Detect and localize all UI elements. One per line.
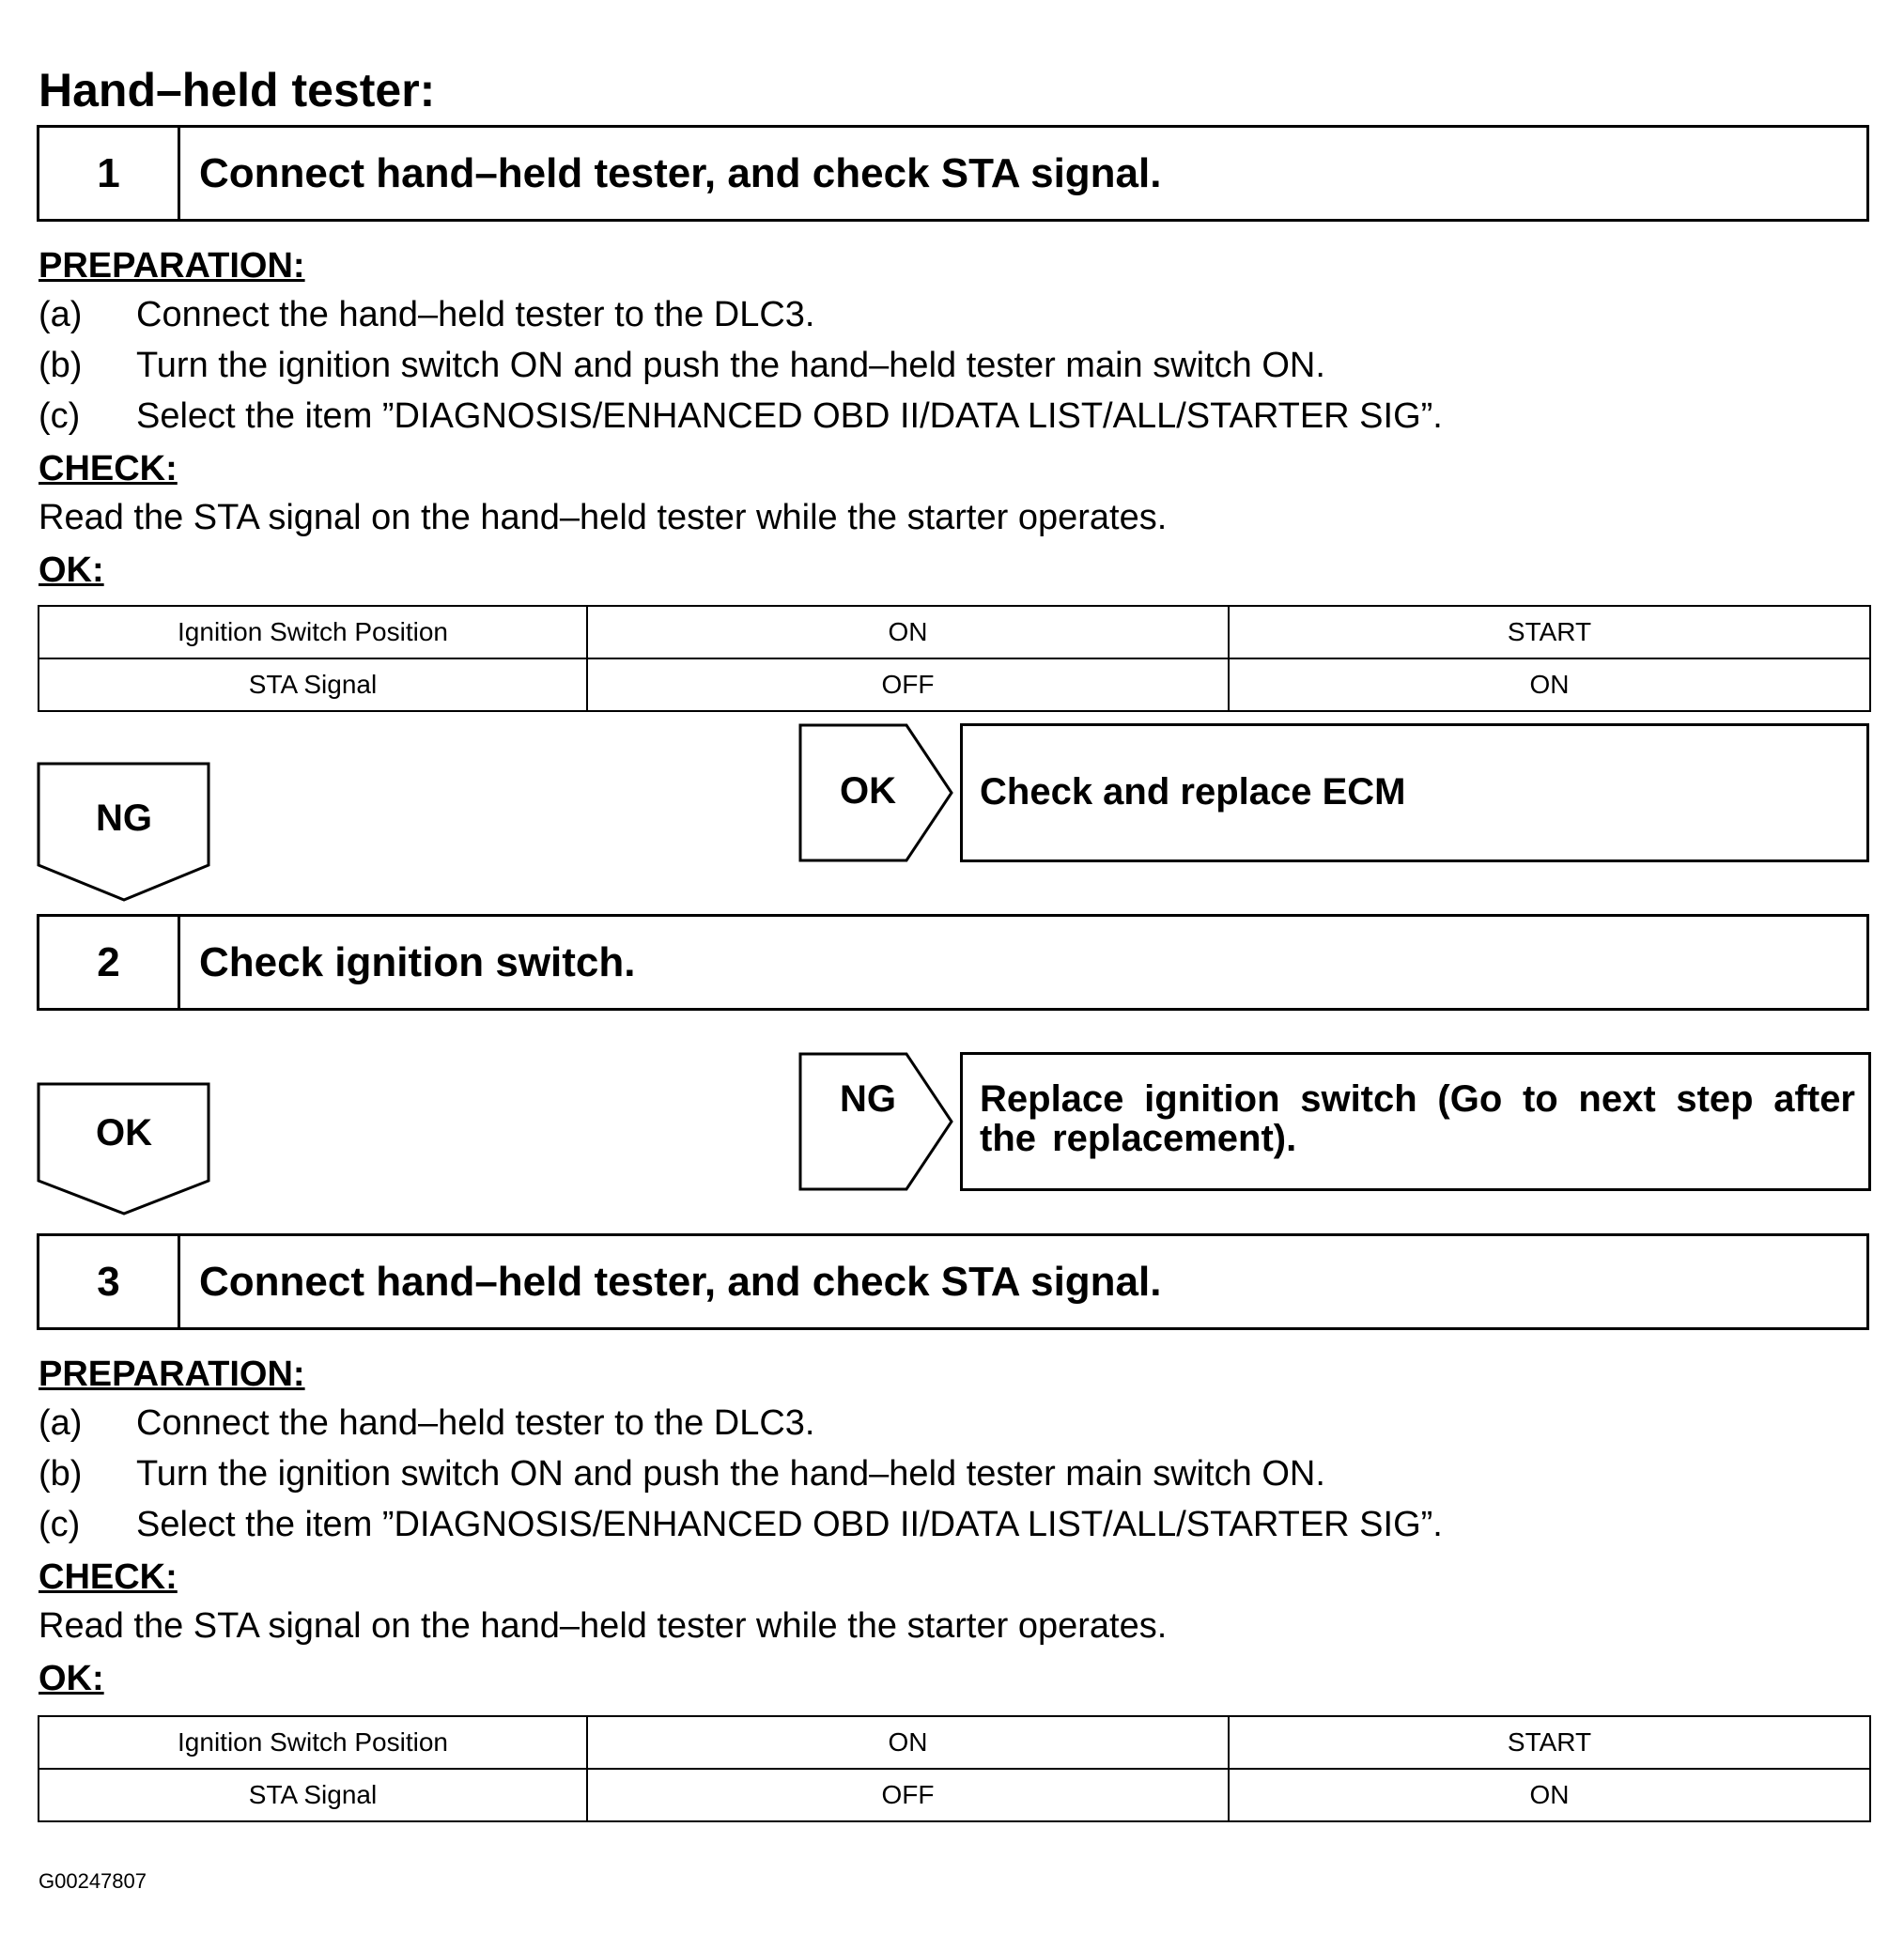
prep-3-c-label: (c) xyxy=(39,1505,81,1544)
step-2-number: 2 xyxy=(39,917,180,1008)
check-text-3: Read the STA signal on the hand–held tester while the starter operates. xyxy=(39,1606,1168,1646)
table-row xyxy=(39,1716,1870,1769)
table-cell: Ignition Switch Position xyxy=(39,606,587,658)
flow-1-down-arrow xyxy=(37,762,211,903)
step-3-number: 3 xyxy=(39,1236,180,1327)
preparation-heading-3: PREPARATION: xyxy=(39,1355,305,1394)
prep-3-b-label: (b) xyxy=(39,1454,83,1494)
table-cell: STA Signal xyxy=(39,1769,587,1821)
ok-table-3 xyxy=(38,1715,1871,1822)
flow-2-right-label: NG xyxy=(840,1078,896,1120)
ok-heading-1: OK: xyxy=(39,550,104,590)
flow-1-right-arrow xyxy=(798,723,953,862)
prep-1-a-text: Connect the hand–held tester to the DLC3. xyxy=(136,295,815,334)
check-heading-3: CHECK: xyxy=(39,1557,178,1597)
flow-2-result-box xyxy=(960,1052,1871,1191)
prep-3-c-text: Select the item ”DIAGNOSIS/ENHANCED OBD II/DATA LIST/ALL/STARTER SIG”. xyxy=(136,1505,1443,1544)
flow-1-down-label: NG xyxy=(96,797,152,839)
flow-2-result-text: Replace ignition switch (Go to next step after the replacement). xyxy=(980,1078,1855,1159)
table-row xyxy=(39,1769,1870,1821)
table-cell: START xyxy=(1229,1716,1870,1769)
flow-1-result-text: Check and replace ECM xyxy=(980,771,1406,813)
table-cell: ON xyxy=(587,606,1229,658)
table-cell: ON xyxy=(1229,1769,1870,1821)
flow-2-down-label: OK xyxy=(96,1112,152,1154)
step-3-title: Connect hand–held tester, and check STA signal. xyxy=(199,1258,1162,1305)
preparation-heading-1: PREPARATION: xyxy=(39,246,305,286)
step-2-box xyxy=(37,914,1869,1011)
right-pentagon-shape xyxy=(798,1052,953,1191)
check-text-1: Read the STA signal on the hand–held tester while the starter operates. xyxy=(39,498,1168,537)
prep-3-a-label: (a) xyxy=(39,1403,83,1443)
prep-1-c-label: (c) xyxy=(39,396,81,436)
table-row xyxy=(39,606,1870,658)
table-cell: OFF xyxy=(587,658,1229,711)
table-row xyxy=(39,658,1870,711)
prep-1-b-label: (b) xyxy=(39,346,83,385)
ok-table-1 xyxy=(38,605,1871,712)
prep-1-c-text: Select the item ”DIAGNOSIS/ENHANCED OBD II/DATA LIST/ALL/STARTER SIG”. xyxy=(136,396,1443,436)
prep-1-b-text: Turn the ignition switch ON and push the hand–held tester main switch ON. xyxy=(136,346,1325,385)
flow-2-right-arrow xyxy=(798,1052,953,1191)
prep-3-b-text: Turn the ignition switch ON and push the hand–held tester main switch ON. xyxy=(136,1454,1325,1494)
table-cell: START xyxy=(1229,606,1870,658)
page-title: Hand–held tester: xyxy=(39,64,436,116)
table-cell: ON xyxy=(587,1716,1229,1769)
table-cell: Ignition Switch Position xyxy=(39,1716,587,1769)
ok-heading-3: OK: xyxy=(39,1659,104,1698)
step-3-box xyxy=(37,1233,1869,1330)
flow-1-right-label: OK xyxy=(840,770,896,812)
table-cell: STA Signal xyxy=(39,658,587,711)
prep-3-a-text: Connect the hand–held tester to the DLC3. xyxy=(136,1403,815,1443)
step-1-number: 1 xyxy=(39,128,180,219)
check-heading-1: CHECK: xyxy=(39,449,178,488)
table-cell: OFF xyxy=(587,1769,1229,1821)
step-1-title: Connect hand–held tester, and check STA signal. xyxy=(199,149,1162,196)
table-cell: ON xyxy=(1229,658,1870,711)
flow-1-result-box xyxy=(960,723,1869,862)
step-2-title: Check ignition switch. xyxy=(199,938,636,985)
step-1-box xyxy=(37,125,1869,222)
flow-2-down-arrow xyxy=(37,1082,211,1216)
figure-code: G00247807 xyxy=(39,1869,147,1893)
prep-1-a-label: (a) xyxy=(39,295,83,334)
